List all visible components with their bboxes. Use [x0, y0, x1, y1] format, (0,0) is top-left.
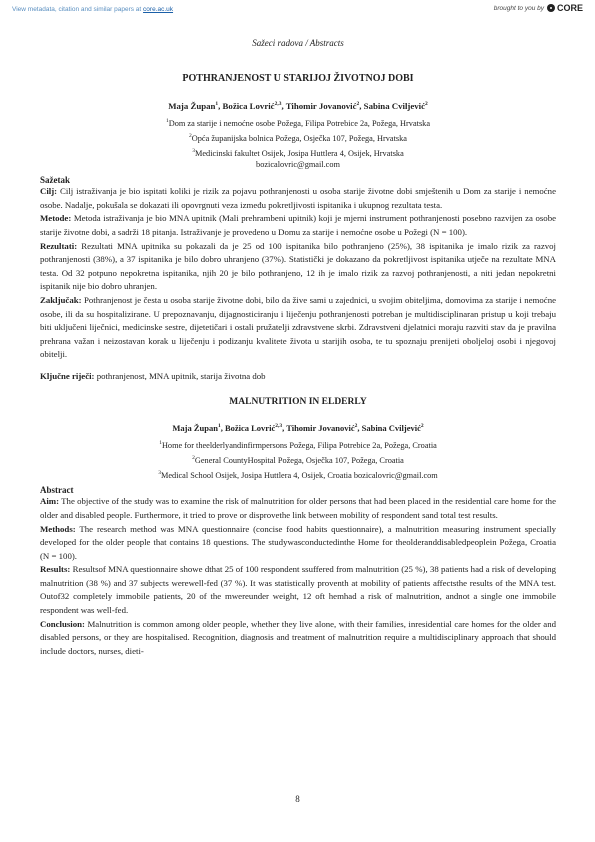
abstract-paragraph	[40, 495, 556, 522]
abstract-paragraph	[40, 563, 556, 617]
author-name: Božica Lovrić	[224, 423, 276, 434]
author-name: Tihomir Jovanović	[285, 101, 357, 111]
author-affiliation-mark: 1	[217, 423, 221, 430]
en-affiliations	[40, 437, 556, 481]
hr-keywords: Ključne riječi: pothranjenost, MNA upitnik, starija životna dob	[40, 371, 266, 382]
running-header: Sažeci radova / Abstracts	[252, 38, 344, 48]
brought-by[interactable]: brought to you by CORE	[493, 3, 583, 13]
abstract-paragraph	[40, 618, 556, 659]
en-sections	[40, 495, 556, 658]
hr-authors: Maja Župan$^1$, Božica Lovrić$^{2,3}$, Tihomir Jovanović$^2$, Sabina Cviljević$^2$	[168, 101, 428, 111]
paragraph-label: Methods:	[40, 523, 76, 534]
page-content	[40, 38, 556, 658]
abstract-paragraph	[40, 294, 556, 362]
affiliation-line: $^2$Opća županijska bolnica Požega, Osječka 107, Požega, Hrvatska	[189, 132, 407, 143]
hr-summary-heading: Sažetak	[40, 175, 70, 186]
abstract-paragraph	[40, 185, 556, 212]
abstract-paragraph	[40, 212, 556, 239]
paragraph-label: Aim:	[40, 496, 60, 507]
page-number: 8	[295, 794, 300, 804]
paragraph-label: Rezultati:	[40, 240, 78, 251]
author-affiliation-mark: 2	[425, 101, 428, 108]
author-affiliation-mark: 2,3	[274, 101, 282, 108]
hr-email: bozicalovric@gmail.com	[256, 160, 340, 170]
author-affiliation-mark: 2	[354, 423, 358, 430]
hr-affiliations	[40, 115, 556, 159]
author-name: Sabina Cviljević	[361, 423, 421, 434]
affiliation-line: $^1$Home for theelderlyandinfirmpersons Požega, Filipa Potrebice 2a, Požega, Croatia	[159, 440, 437, 450]
paragraph-label: Cilj:	[40, 186, 58, 197]
core-link[interactable]: core.ac.uk	[143, 6, 174, 13]
author-name: Maja Župan	[168, 101, 216, 111]
metadata-notice: View metadata, citation and similar papers at core.ac.uk	[12, 6, 174, 13]
paragraph-text: The research method was MNA questionnaire (concise food habits questionnaire), a malnutrition measuring instrument specially developed for the older people that contains 18 questions. The studywasconductedinthe Home for theolderanddisabledpeoplein Požega, Croatia (N = 100).	[40, 523, 556, 561]
author-affiliation-mark: 2,3	[275, 423, 283, 430]
en-title: MALNUTRITION IN ELDERLY	[229, 397, 367, 408]
paragraph-text: Cilj istraživanja je bio ispitati koliki je rizik za pojavu pothranjenosti u osoba starije životne dobi smještenih u Dom za starije i nemoćne osobe. Nadalje, pokušala se dokazati ili opovrgnuti veza između pokretljivosti ispitanika i ukupnog rezultata testa.	[40, 186, 556, 210]
author-affiliation-mark: 1	[215, 101, 219, 108]
abstract-paragraph	[40, 240, 556, 294]
paragraph-label: Results:	[40, 564, 71, 575]
affiliation-line: $^2$General CountyHospital Požega, Osječka 107, Požega, Croatia	[192, 454, 404, 465]
en-summary-heading: Abstract	[40, 485, 74, 496]
author-name: Božica Lovrić	[222, 101, 275, 111]
abstract-paragraph	[40, 523, 556, 564]
paragraph-text: Rezultati MNA upitnika su pokazali da je 25 od 100 ispitanika bilo pothranjeno (25%), 38 ispitanika je imalo rizik za razvoj pothranjenosti (38%), a 37 ispitanika je bilo dobro uhranjeno (37%). Statistički je dokazano da pokretljivost ispitanika utječe na rezultate MNA testa. Od 32 potpuno nepokretna ispitanika, njih 20 je bilo pothranjeno, 12 ih je imalo rizik za razvoj pothranjenosti, a niti jedan nepokretni ispitanik nije bio dobro uhranjen.	[40, 240, 556, 292]
affiliation-line: $^1$Dom za starije i nemoćne osobe Požega, Filipa Potrebice 2a, Požega, Hrvatska	[165, 118, 431, 128]
core-logo-icon	[547, 4, 555, 12]
paragraph-text: Malnutrition is common among older people, whether they live alone, with their families, inresidential care homes for the older and disabled persons, or they are hospitalised. Recognition, diagnosis and treatment of malnutrition require a multidisciplinary approach that should include doctors, nurses, dieti-	[40, 618, 556, 656]
core-brand: CORE	[556, 3, 583, 13]
paragraph-text: Resultsof MNA questionnaire showe dthat 25 of 100 respondent ssuffered from malnutrition (25 %), 38 patients had a risk of developing malnutrition (38 %) and 37 subjects werewell-fed (37 %). It was statistically proventh at mobility of patients affectsthe results of the MNA test. Outof32 completely immobile patients, 20 of the mwereunder weight, 12 oft hemhad a risk of malnutrition, andnot a single one immobile respondent was well-fed.	[40, 564, 556, 616]
en-authors: Maja Župan$^1$, Božica Lovrić$^{2,3}$, Tihomir Jovanović$^2$, Sabina Cviljević$^2$	[172, 423, 424, 434]
paragraph-text: Metoda istraživanja je bio MNA upitnik (Mali prehrambeni upitnik) koji je mjerni instrument pothranjenosti posebno razvijen za osobe starije životne dobi, a sadrži 18 pitanja. Istraživanje je provedeno u Domu za starije i nemoćne osobe u Požegi (N = 100).	[40, 213, 556, 238]
affiliation-line: $^3$Medical School Osijek, Josipa Huttlera 4, Osijek, Croatia bozicalovric@gmail.com	[158, 469, 438, 480]
author-affiliation-mark: 2	[356, 101, 360, 108]
paragraph-text: Pothranjenost je česta u osoba starije životne dobi, bilo da žive sami u zajednici, u svojim obiteljima, domovima za starije i nemoćne osobe, ili da su hospitalizirane. U prepoznavanju, dijagnosticiranju i liječenju pothranjenosti potreban je multidisciplinaran pristup u koji trebaju biti uključeni liječnici, medicinske sestre, dijetetičari i ostali pružatelji zdravstvene skrbi. Zdravstveni djelatnici moraju razviti stav da je pravilna prehrana važan i neizostavan korak u liječenju i podizanju kvalitete života u starijih osoba, te tu spoznaju prenijeti oboljeloj osobi i njegovoj obitelji.	[40, 295, 556, 360]
author-name: Sabina Cviljević	[363, 101, 426, 111]
author-name: Maja Župan	[172, 423, 218, 434]
author-affiliation-mark: 2	[420, 423, 424, 430]
affiliation-line: $^3$Medicinski fakultet Osijek, Josipa Huttlera 4, Osijek, Hrvatska	[192, 147, 404, 158]
paragraph-label: Zaključak:	[40, 295, 82, 306]
paragraph-text: The objective of the study was to examine the risk of malnutrition for older persons that had been placed in the residential care home for the older and disabled people. Furthermore, it tried to prove or disprovethe link between mobility of respondent sand total test results.	[40, 496, 556, 520]
hr-title: POTHRANJENOST U STARIJOJ ŽIVOTNOJ DOBI	[182, 73, 414, 84]
top-banner	[0, 0, 595, 17]
paragraph-label: Conclusion:	[40, 618, 85, 629]
author-name: Tihomir Jovanović	[286, 423, 355, 434]
hr-sections	[40, 185, 556, 362]
paragraph-label: Metode:	[40, 213, 72, 224]
